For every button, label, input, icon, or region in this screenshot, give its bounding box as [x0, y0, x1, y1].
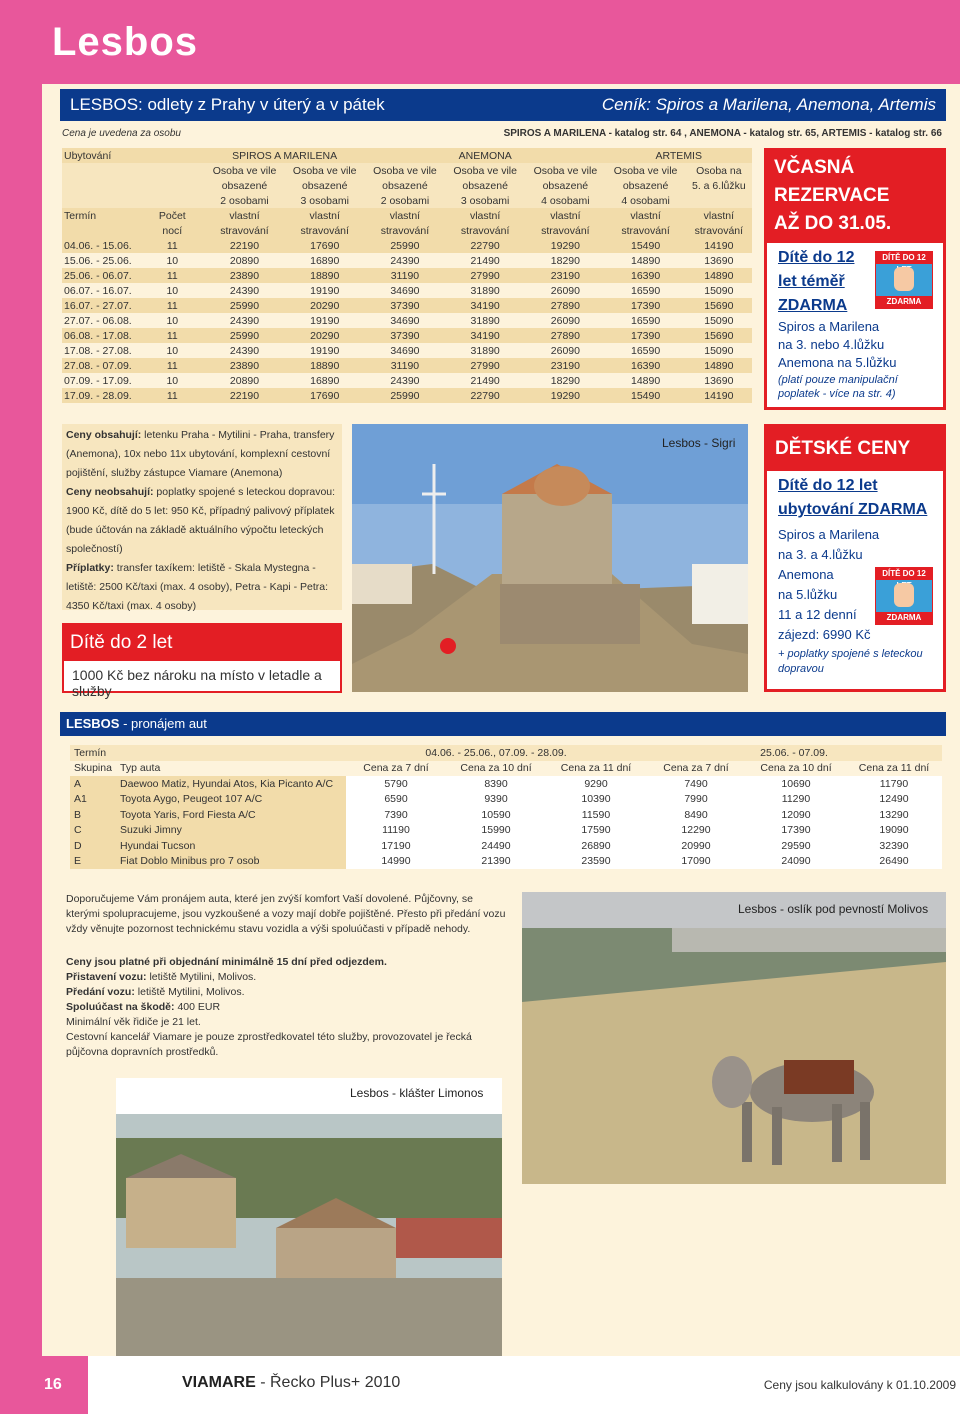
kids-text-3: Anemona	[778, 567, 834, 582]
header-cell: Osoba ve vile	[525, 163, 605, 178]
kids-text-5: 11 a 12 denní	[778, 607, 857, 622]
car-price-cell: 8490	[646, 807, 746, 823]
price-cell: 17690	[285, 238, 365, 253]
car-row	[70, 792, 942, 808]
limonos-monastery-image	[116, 1078, 502, 1356]
price-cell: 19190	[285, 343, 365, 358]
car-type-label: Typ auta	[116, 761, 346, 777]
photo-sigri	[352, 424, 748, 692]
price-cell: 14190	[686, 388, 752, 403]
header-cell: obsazené	[605, 178, 685, 193]
price-cell: 15690	[686, 328, 752, 343]
price-cell: 15490	[605, 388, 685, 403]
price-cell: 25990	[204, 298, 284, 313]
car-type-cell: Toyota Yaris, Ford Fiesta A/C	[116, 807, 346, 823]
early-text-1: Spiros a Marilena	[778, 319, 880, 334]
car-termin-label: Termín	[70, 745, 116, 761]
car-price-cell: 11590	[546, 807, 646, 823]
extras-text: transfer taxíkem: letiště - Skala Mystegna - letiště: 2500 Kč/taxi (max. 4 osoby), Petra - Kapi - Petra: 4350 Kč/taxi (max. 4 osoby)	[66, 562, 329, 612]
badge-bottom: ZDARMA	[876, 296, 932, 308]
car-price-cell: 26490	[846, 854, 942, 870]
price-row	[62, 238, 752, 253]
early-offer-1: Dítě do 12	[778, 249, 855, 266]
header-cell: stravování	[445, 223, 525, 238]
kids-offer-2: ubytování ZDARMA	[778, 501, 928, 518]
page-number: 16	[0, 1356, 88, 1414]
price-row	[62, 283, 752, 298]
price-cell: 25990	[365, 388, 445, 403]
price-row	[62, 358, 752, 373]
price-cell: 20890	[204, 253, 284, 268]
header-cell: Osoba ve vile	[365, 163, 445, 178]
header-cell: obsazené	[445, 178, 525, 193]
photo-limonos-caption: Lesbos - klášter Limonos	[350, 1086, 484, 1100]
price-cell: 15690	[686, 298, 752, 313]
price-cell: 31890	[445, 313, 525, 328]
price-cell: 27990	[445, 358, 525, 373]
car-price-cell: 11790	[846, 776, 942, 792]
car-type-cell: Suzuki Jimny	[116, 823, 346, 839]
car-delivery: letiště Mytilini, Molivos.	[146, 971, 257, 983]
header-cell: obsazené	[204, 178, 284, 193]
photo-sigri-caption: Lesbos - Sigri	[662, 436, 736, 450]
car-agent: Cestovní kancelář Viamare je pouze zprostředkovatel této služby, provozovatel je řecká půjčovna dopravních prostředků.	[66, 1031, 472, 1058]
header-cell: 3 osobami	[445, 193, 525, 208]
price-cell: 14190	[686, 238, 752, 253]
price-cell: 16890	[285, 373, 365, 388]
header-cell: obsazené	[365, 178, 445, 193]
price-cell: 13690	[686, 253, 752, 268]
price-cell: 22190	[204, 238, 284, 253]
nights-cell: 11	[140, 268, 204, 283]
price-cell: 19190	[285, 313, 365, 328]
price-cell: 27990	[445, 268, 525, 283]
car-price-cell: 7390	[346, 807, 446, 823]
header-cell: 4 osobami	[605, 193, 685, 208]
date-range-cell: 17.09. - 28.09.	[62, 388, 140, 403]
price-cell: 16590	[605, 343, 685, 358]
price-cell: 20890	[204, 373, 284, 388]
date-range-cell: 04.06. - 15.06.	[62, 238, 140, 253]
info-box	[62, 424, 342, 610]
price-cell: 34190	[445, 328, 525, 343]
price-cell: 37390	[365, 328, 445, 343]
price-cell: 23190	[525, 358, 605, 373]
kids-heading: DĚTSKÉ CENY	[767, 427, 943, 471]
price-cell: 17390	[605, 298, 685, 313]
car-price-cell: 10690	[746, 776, 846, 792]
price-cell: 15090	[686, 313, 752, 328]
nights-cell: 11	[140, 238, 204, 253]
child-under-2-text: 1000 Kč bez nároku na místo v letadle a služby	[72, 667, 322, 699]
car-price-cell: 7990	[646, 792, 746, 808]
car-group-cell: A1	[70, 792, 116, 808]
price-cell: 21490	[445, 253, 525, 268]
nights-cell: 10	[140, 283, 204, 298]
child-free-badge	[875, 251, 933, 309]
group-anemona: ANEMONA	[365, 148, 606, 163]
price-row	[62, 388, 752, 403]
car-row	[70, 838, 942, 854]
price-cell: 18290	[525, 253, 605, 268]
price-cell: 13690	[686, 373, 752, 388]
car-age: Minimální věk řidiče je 21 let.	[66, 1016, 201, 1028]
car-period-1: 04.06. - 25.06., 07.09. - 28.09.	[346, 745, 646, 761]
header-cell: stravování	[605, 223, 685, 238]
price-cell: 34690	[365, 343, 445, 358]
car-group-cell: B	[70, 807, 116, 823]
excludes-label: Ceny neobsahují:	[66, 486, 154, 498]
price-row	[62, 298, 752, 313]
price-row	[62, 328, 752, 343]
kids-text-7: + poplatky spojené s leteckou dopravou	[778, 648, 923, 675]
car-rental-text	[66, 892, 506, 1060]
car-price-cell: 11190	[346, 823, 446, 839]
price-cell: 14890	[605, 253, 685, 268]
header-cell: 5. a 6.lůžku	[686, 178, 752, 193]
early-offer-3: ZDARMA	[778, 297, 848, 314]
kids-prices-box	[764, 424, 946, 692]
price-cell: 15090	[686, 343, 752, 358]
car-type-cell: Fiat Doblo Minibus pro 7 osob	[116, 854, 346, 870]
car-type-cell: Daewoo Matiz, Hyundai Atos, Kia Picanto A/C	[116, 776, 346, 792]
price-cell: 25990	[365, 238, 445, 253]
date-range-cell: 15.06. - 25.06.	[62, 253, 140, 268]
car-row	[70, 776, 942, 792]
price-note: Cena je uvedena za osobu	[62, 128, 181, 139]
price-cell: 34690	[365, 283, 445, 298]
price-table	[62, 148, 752, 403]
car-price-cell: 24090	[746, 854, 846, 870]
badge-top: DÍTĚ DO 12	[876, 252, 932, 264]
car-price-cell: 12490	[846, 792, 942, 808]
price-cell: 34690	[365, 313, 445, 328]
car-rental-table	[70, 745, 942, 869]
header-cell: Osoba ve vile	[445, 163, 525, 178]
price-cell: 19190	[285, 283, 365, 298]
child-under-2-box	[62, 623, 342, 699]
header-cell: vlastní	[525, 208, 605, 223]
header-cell: 2 osobami	[365, 193, 445, 208]
sigri-church-image	[352, 424, 748, 692]
price-cell: 15490	[605, 238, 685, 253]
noci-label: nocí	[140, 223, 204, 238]
brand-name: VIAMARE	[182, 1374, 256, 1391]
car-rental-header	[60, 712, 946, 736]
car-damage: 400 EUR	[174, 1001, 221, 1013]
car-group-cell: D	[70, 838, 116, 854]
car-price-cell: 9390	[446, 792, 546, 808]
price-cell: 17390	[605, 328, 685, 343]
includes-label: Ceny obsahují:	[66, 429, 142, 441]
price-cell: 16890	[285, 253, 365, 268]
header-cell: stravování	[204, 223, 284, 238]
date-range-cell: 17.08. - 27.08.	[62, 343, 140, 358]
car-price-cell: 26890	[546, 838, 646, 854]
price-header	[60, 89, 946, 121]
price-cell: 31890	[445, 283, 525, 298]
car-price-cell: 10390	[546, 792, 646, 808]
kids-text-2: na 3. a 4.lůžku	[778, 547, 863, 562]
header-cell: obsazené	[285, 178, 365, 193]
price-cell: 22790	[445, 238, 525, 253]
date-range-cell: 27.07. - 06.08.	[62, 313, 140, 328]
price-cell: 21490	[445, 373, 525, 388]
price-row	[62, 373, 752, 388]
car-group-cell: A	[70, 776, 116, 792]
photo-limonos	[116, 1078, 502, 1356]
header-cell	[686, 193, 752, 208]
catalog-note: SPIROS A MARILENA - katalog str. 64 , ANEMONA - katalog str. 65, ARTEMIS - katalog str. 66	[503, 128, 942, 139]
date-range-cell: 06.07. - 16.07.	[62, 283, 140, 298]
header-cell: Osoba na	[686, 163, 752, 178]
header-left: LESBOS: odlety z Prahy v úterý a v pátek	[70, 95, 385, 114]
nights-cell: 10	[140, 343, 204, 358]
price-cell: 16590	[605, 313, 685, 328]
car-price-cell: 12290	[646, 823, 746, 839]
car-col-header: Cena za 7 dní	[646, 761, 746, 777]
price-cell: 31190	[365, 358, 445, 373]
car-price-cell: 14990	[346, 854, 446, 870]
price-cell: 27890	[525, 298, 605, 313]
price-cell: 24390	[204, 283, 284, 298]
kids-text-6: zájezd: 6990 Kč	[778, 627, 871, 642]
header-cell: stravování	[285, 223, 365, 238]
header-cell: vlastní	[445, 208, 525, 223]
car-price-cell: 11290	[746, 792, 846, 808]
car-price-cell: 19090	[846, 823, 942, 839]
price-cell: 27890	[525, 328, 605, 343]
child-face-icon	[894, 267, 914, 291]
car-return-label: Předání vozu:	[66, 986, 135, 998]
car-group-label: Skupina	[70, 761, 116, 777]
brand-rest: - Řecko Plus+ 2010	[255, 1374, 401, 1391]
car-period-2: 25.06. - 07.09.	[646, 745, 942, 761]
car-price-cell: 17590	[546, 823, 646, 839]
price-cell: 22790	[445, 388, 525, 403]
price-cell: 18890	[285, 268, 365, 283]
price-cell: 18890	[285, 358, 365, 373]
car-price-cell: 17090	[646, 854, 746, 870]
car-price-cell: 7490	[646, 776, 746, 792]
footer-brand	[182, 1374, 400, 1392]
price-cell: 19290	[525, 238, 605, 253]
car-col-header: Cena za 7 dní	[346, 761, 446, 777]
header-cell: obsazené	[525, 178, 605, 193]
child-under-2-heading: Dítě do 2 let	[64, 625, 340, 661]
header-cell: stravování	[525, 223, 605, 238]
header-cell: stravování	[365, 223, 445, 238]
car-group-cell: E	[70, 854, 116, 870]
car-group-cell: C	[70, 823, 116, 839]
date-range-cell: 25.06. - 06.07.	[62, 268, 140, 283]
price-row	[62, 343, 752, 358]
car-price-cell: 20990	[646, 838, 746, 854]
photo-molivos-caption: Lesbos - oslík pod pevností Molivos	[738, 902, 929, 916]
car-return: letiště Mytilini, Molivos.	[134, 986, 245, 998]
price-cell: 24390	[365, 253, 445, 268]
header-cell: vlastní	[686, 208, 752, 223]
price-cell: 20290	[285, 328, 365, 343]
price-cell: 26090	[525, 283, 605, 298]
early-note: (platí pouze manipulační poplatek - více na str. 4)	[778, 374, 898, 400]
price-cell: 31890	[445, 343, 525, 358]
price-cell: 31190	[365, 268, 445, 283]
car-price-cell: 17390	[746, 823, 846, 839]
price-cell: 17690	[285, 388, 365, 403]
price-cell: 16390	[605, 358, 685, 373]
car-price-cell: 12090	[746, 807, 846, 823]
car-price-cell: 5790	[346, 776, 446, 792]
car-price-cell: 9290	[546, 776, 646, 792]
price-cell: 24390	[204, 313, 284, 328]
car-price-cell: 8390	[446, 776, 546, 792]
price-row	[62, 268, 752, 283]
price-row	[62, 313, 752, 328]
early-text-2: na 3. nebo 4.lůžku	[778, 337, 885, 352]
car-col-header: Cena za 11 dní	[846, 761, 942, 777]
price-cell: 26090	[525, 343, 605, 358]
donkey-image	[522, 892, 946, 1184]
child-face-icon	[894, 583, 914, 607]
early-text-3: Anemona na 5.lůžku	[778, 355, 897, 370]
car-price-cell: 29590	[746, 838, 846, 854]
car-price-cell: 10590	[446, 807, 546, 823]
header-cell: Osoba ve vile	[605, 163, 685, 178]
header-cell: Osoba ve vile	[285, 163, 365, 178]
badge-top: DÍTĚ DO 12	[876, 568, 932, 580]
nights-cell: 11	[140, 328, 204, 343]
car-row	[70, 823, 942, 839]
car-price-cell: 17190	[346, 838, 446, 854]
car-title-bold: LESBOS	[66, 716, 120, 731]
header-cell: vlastní	[365, 208, 445, 223]
price-cell: 24390	[365, 373, 445, 388]
badge-bottom: ZDARMA	[876, 612, 932, 624]
car-type-cell: Hyundai Tucson	[116, 838, 346, 854]
price-cell: 18290	[525, 373, 605, 388]
price-row	[62, 253, 752, 268]
car-type-cell: Toyota Aygo, Peugeot 107 A/C	[116, 792, 346, 808]
price-cell: 23890	[204, 268, 284, 283]
car-col-header: Cena za 10 dní	[746, 761, 846, 777]
price-cell: 15090	[686, 283, 752, 298]
price-cell: 23890	[204, 358, 284, 373]
early-booking-box	[764, 148, 946, 410]
car-price-cell: 6590	[346, 792, 446, 808]
car-valid: Ceny jsou platné při objednání minimálně 15 dní před odjezdem.	[66, 956, 387, 968]
page-title: Lesbos	[52, 20, 199, 64]
nights-cell: 11	[140, 358, 204, 373]
price-cell: 25990	[204, 328, 284, 343]
price-cell: 16390	[605, 268, 685, 283]
price-cell: 37390	[365, 298, 445, 313]
group-artemis: ARTEMIS	[605, 148, 752, 163]
header-cell: vlastní	[605, 208, 685, 223]
car-row	[70, 854, 942, 870]
date-range-cell: 16.07. - 27.07.	[62, 298, 140, 313]
price-cell: 34190	[445, 298, 525, 313]
left-pink-bar	[0, 0, 42, 1422]
footer-calc-note: Ceny jsou kalkulovány k 01.10.2009	[763, 1378, 956, 1392]
nights-cell: 11	[140, 388, 204, 403]
car-price-cell: 21390	[446, 854, 546, 870]
nights-cell: 10	[140, 313, 204, 328]
nights-cell: 10	[140, 373, 204, 388]
header-cell: 2 osobami	[204, 193, 284, 208]
car-row	[70, 807, 942, 823]
early-offer-2: let téměř	[778, 273, 845, 290]
car-price-cell: 24490	[446, 838, 546, 854]
child-free-badge	[875, 567, 933, 625]
header-cell: 3 osobami	[285, 193, 365, 208]
excludes-text: poplatky spojené s leteckou dopravou: 1900 Kč, dítě do 5 let: 950 Kč, případný palivový příplatek (bude účtován na základě aktuálního výpočtu leteckých společností)	[66, 486, 336, 555]
header-right: Ceník: Spiros a Marilena, Anemona, Artemis	[601, 95, 936, 114]
car-price-cell: 13290	[846, 807, 942, 823]
extras-label: Příplatky:	[66, 562, 114, 574]
early-line3: AŽ DO 31.05.	[774, 213, 892, 234]
price-cell: 14890	[686, 268, 752, 283]
date-range-cell: 27.08. - 07.09.	[62, 358, 140, 373]
date-range-cell: 06.08. - 17.08.	[62, 328, 140, 343]
header-cell: vlastní	[204, 208, 284, 223]
early-booking-banner	[767, 151, 943, 243]
early-line2: REZERVACE	[774, 185, 890, 206]
car-delivery-label: Přistavení vozu:	[66, 971, 147, 983]
kids-text-4: na 5.lůžku	[778, 587, 838, 602]
price-cell: 26090	[525, 313, 605, 328]
header-cell: Osoba ve vile	[204, 163, 284, 178]
price-cell: 16590	[605, 283, 685, 298]
price-cell: 24390	[204, 343, 284, 358]
header-cell: vlastní	[285, 208, 365, 223]
price-cell: 14890	[686, 358, 752, 373]
car-intro: Doporučujeme Vám pronájem auta, které jen zvýší komfort Vaší dovolené. Půjčovny, se kterými spolupracujeme, jsou vyzkoušené a vozy mají dobře pojištěné. Přesto při předání vozu vždy věnujte pozornost technickému stavu vozidla a výši spoluúčasti v případě nehody.	[66, 893, 506, 935]
includes-text: letenku Praha - Mytilini - Praha, transfery (Anemona), 10x nebo 11x ubytování, komplexní cestovní pojištění, služby zástupce Viamare (Anemona)	[66, 429, 335, 479]
photo-molivos-donkey	[522, 892, 946, 1184]
car-price-cell: 15990	[446, 823, 546, 839]
price-cell: 19290	[525, 388, 605, 403]
group-spiros: SPIROS A MARILENA	[204, 148, 364, 163]
car-price-cell: 32390	[846, 838, 942, 854]
car-col-header: Cena za 10 dní	[446, 761, 546, 777]
kids-offer-1: Dítě do 12 let	[778, 477, 878, 494]
termin-label: Termín	[62, 208, 140, 223]
ubytovani-label: Ubytování	[62, 148, 140, 163]
price-cell: 23190	[525, 268, 605, 283]
pocet-label: Počet	[140, 208, 204, 223]
header-cell: 4 osobami	[525, 193, 605, 208]
price-cell: 14890	[605, 373, 685, 388]
car-price-cell: 23590	[546, 854, 646, 870]
car-title-rest: - pronájem aut	[119, 716, 207, 731]
nights-cell: 10	[140, 253, 204, 268]
nights-cell: 11	[140, 298, 204, 313]
car-col-header: Cena za 11 dní	[546, 761, 646, 777]
car-damage-label: Spoluúčast na škodě:	[66, 1001, 175, 1013]
early-line1: VČASNÁ	[774, 157, 855, 178]
price-cell: 22190	[204, 388, 284, 403]
date-range-cell: 07.09. - 17.09.	[62, 373, 140, 388]
price-cell: 20290	[285, 298, 365, 313]
header-cell: stravování	[686, 223, 752, 238]
kids-text-1: Spiros a Marilena	[778, 527, 880, 542]
